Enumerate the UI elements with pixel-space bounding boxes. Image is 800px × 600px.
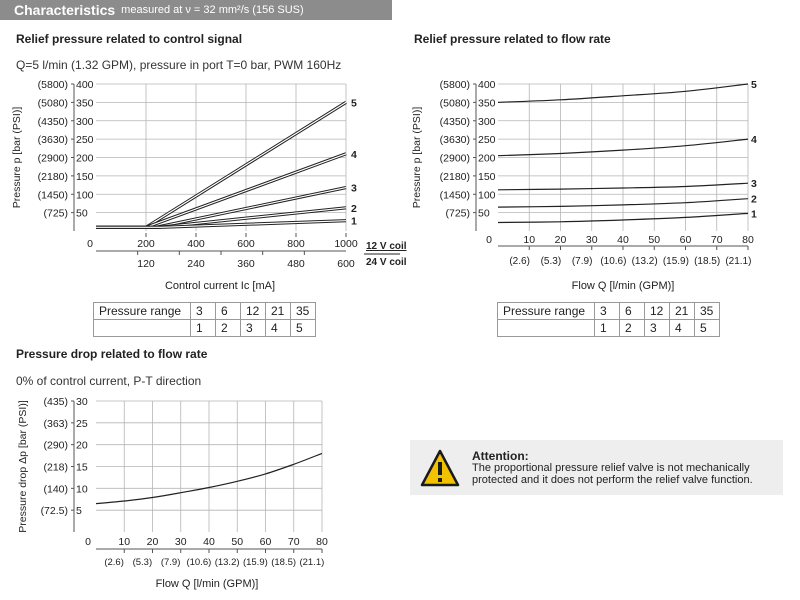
y-tick-label: 20: [76, 439, 88, 452]
y-axis-title: Pressure p [bar (PSI)]: [411, 106, 423, 209]
table-empty-cell: [94, 320, 191, 337]
x-tick-label: 30: [174, 536, 187, 548]
y-tick-psi-label: (2180): [439, 170, 470, 183]
x-tick-label: 50: [648, 234, 661, 246]
x-tick-gpm-label: (2.6): [104, 557, 124, 568]
y-tick-psi-label: (5800): [37, 79, 68, 91]
table-row: [94, 303, 316, 320]
x-tick-label: 20: [146, 536, 159, 548]
x-axis-title: Flow Q [l/min (GPM)]: [155, 578, 259, 590]
attention-line-1: The proportional pressure relief valve is not mechanically: [472, 461, 750, 474]
y-tick-psi-label: (725): [43, 207, 68, 220]
table-cell: 5: [291, 320, 316, 337]
y-tick-label: 400: [478, 79, 496, 91]
x-tick-label-12v: 1000: [334, 238, 358, 250]
x-axis-title: Control current Ic [mA]: [164, 280, 276, 292]
x-tick-label-24v: 240: [187, 258, 205, 270]
y-tick-label: 50: [76, 207, 88, 220]
x-tick-label: 60: [259, 536, 272, 548]
x-axis-title: Flow Q [l/min (GPM)]: [571, 280, 675, 292]
y-tick-psi-label: (5080): [439, 97, 470, 110]
x-tick-label-12v: 800: [287, 238, 305, 250]
x-tick-gpm-label: (21.1): [725, 256, 752, 267]
series-label: 1: [351, 215, 357, 228]
left-section-title: Relief pressure related to control signal: [16, 32, 243, 46]
x-tick-label: 80: [742, 234, 754, 246]
x-tick-gpm-label: (13.2): [631, 256, 658, 267]
x-tick-label: 10: [523, 234, 536, 246]
x-tick-gpm-label: (10.6): [600, 256, 627, 267]
x-tick-label: 60: [679, 234, 692, 246]
attention-line-2: protected and it does not perform the relief valve function.: [472, 473, 753, 486]
y-tick-label: 350: [76, 97, 94, 110]
x-tick-label: 30: [585, 234, 598, 246]
pressure-range-table-left: [93, 302, 316, 337]
table-cell: 3: [241, 320, 266, 337]
header-bar: [0, 0, 392, 20]
x-tick-gpm-label: (15.9): [662, 256, 689, 267]
x-tick-label-24v: 120: [137, 258, 155, 270]
y-tick-psi-label: (725): [445, 207, 470, 220]
table-cell: 6: [620, 303, 645, 320]
x-tick-label-24v: 480: [287, 258, 305, 270]
y-tick-psi-label: (290): [43, 439, 68, 452]
x-origin-label: 0: [87, 238, 93, 250]
y-tick-label: 200: [478, 152, 496, 165]
x-tick-gpm-label: (7.9): [571, 256, 593, 267]
y-tick-label: 50: [478, 207, 490, 220]
bottom-section-subtitle: 0% of control current, P-T direction: [16, 374, 202, 388]
y-tick-psi-label: (1450): [37, 189, 68, 202]
table-cell: 1: [191, 320, 216, 337]
y-tick-psi-label: (2900): [439, 152, 470, 165]
table-label: Pressure range: [94, 303, 191, 320]
coil-label-12v: 12 V coil: [366, 241, 407, 252]
y-tick-psi-label: (2900): [37, 152, 68, 165]
table-cell: 4: [670, 320, 695, 337]
x-tick-label-12v: 200: [137, 238, 155, 250]
x-tick-gpm-label: (5.3): [132, 557, 153, 568]
y-tick-label: 15: [76, 461, 88, 474]
x-tick-label: 40: [203, 536, 215, 548]
pressure-range-table-right: [497, 302, 720, 337]
x-tick-label: 20: [554, 234, 567, 246]
y-tick-psi-label: (72.5): [40, 505, 68, 518]
table-cell: 4: [266, 320, 291, 337]
y-tick-psi-label: (435): [43, 396, 68, 408]
header-title: Characteristics: [14, 2, 116, 18]
chart-flow-rate: [400, 78, 800, 296]
table-cell: 1: [595, 320, 620, 337]
x-tick-gpm-label: (18.5): [271, 557, 297, 568]
table-cell: 6: [216, 303, 241, 320]
x-tick-label: 40: [617, 234, 629, 246]
attention-text: [472, 450, 753, 486]
left-section-subtitle: Q=5 l/min (1.32 GPM), pressure in port T=0 bar, PWM 160Hz: [16, 58, 342, 72]
y-tick-psi-label: (218): [43, 461, 68, 474]
table-row: [498, 320, 720, 337]
x-origin-label: 0: [486, 234, 492, 246]
x-tick-label: 70: [287, 536, 300, 548]
attention-box: [410, 440, 783, 495]
x-tick-label: 50: [231, 536, 244, 548]
y-tick-psi-label: (3630): [37, 134, 68, 147]
x-tick-gpm-label: (2.6): [509, 256, 530, 267]
table-cell: 5: [695, 320, 720, 337]
series-line-inner-4: [96, 154, 346, 228]
table-label: Pressure range: [498, 303, 595, 320]
series-line-4: [96, 154, 346, 228]
series-label: 5: [751, 79, 757, 91]
y-tick-label: 250: [76, 134, 94, 147]
bottom-section-title: Pressure drop related to flow rate: [16, 347, 208, 361]
warning-triangle-icon: [420, 448, 460, 488]
series-label: 1: [751, 208, 757, 221]
y-tick-label: 150: [478, 170, 496, 183]
y-tick-psi-label: (363): [43, 417, 68, 430]
y-tick-label: 400: [76, 79, 94, 91]
y-tick-label: 25: [76, 417, 88, 430]
x-origin-label: 0: [85, 536, 91, 548]
x-tick-gpm-label: (18.5): [694, 256, 721, 267]
y-tick-psi-label: (4350): [37, 115, 68, 128]
x-tick-gpm-label: (5.3): [540, 256, 562, 267]
y-tick-label: 150: [76, 170, 94, 183]
series-label: 3: [751, 178, 757, 191]
table-row: [94, 320, 316, 337]
table-empty-cell: [498, 320, 595, 337]
table-cell: 12: [241, 303, 266, 320]
chart-control-signal: [0, 78, 407, 296]
x-tick-gpm-label: (7.9): [160, 557, 181, 568]
y-tick-label: 5: [76, 505, 82, 518]
x-tick-gpm-label: (15.9): [242, 557, 268, 568]
y-tick-label: 300: [76, 115, 94, 128]
table-cell: 3: [595, 303, 620, 320]
y-tick-label: 10: [76, 483, 88, 496]
y-tick-label: 100: [76, 189, 94, 202]
table-cell: 2: [620, 320, 645, 337]
x-tick-label: 80: [316, 536, 328, 548]
y-tick-label: 200: [76, 152, 94, 165]
x-tick-label-12v: 400: [187, 238, 205, 250]
header-subtitle: measured at ν = 32 mm²/s (156 SUS): [121, 4, 304, 16]
series-label: 4: [751, 134, 757, 147]
table-cell: 3: [645, 320, 670, 337]
series-label: 3: [351, 182, 357, 195]
x-tick-label-24v: 600: [337, 258, 355, 270]
y-tick-psi-label: (1450): [439, 189, 470, 202]
table-cell: 3: [191, 303, 216, 320]
series-label: 2: [751, 193, 757, 206]
y-axis-title: Pressure p [bar (PSI)]: [11, 106, 23, 209]
table-cell: 12: [645, 303, 670, 320]
x-tick-gpm-label: (13.2): [214, 557, 240, 568]
x-tick-gpm-label: (10.6): [186, 557, 212, 568]
x-tick-label-12v: 600: [237, 238, 255, 250]
y-tick-psi-label: (4350): [439, 115, 470, 128]
series-label: 4: [351, 148, 357, 161]
x-tick-gpm-label: (21.1): [299, 557, 325, 568]
table-cell: 35: [291, 303, 316, 320]
table-cell: 2: [216, 320, 241, 337]
y-tick-psi-label: (5080): [37, 97, 68, 110]
y-tick-psi-label: (2180): [37, 170, 68, 183]
series-label: 2: [351, 202, 357, 215]
y-tick-label: 100: [478, 189, 496, 202]
x-tick-label: 70: [710, 234, 723, 246]
y-axis-title: Pressure drop Δp [bar (PSI)]: [17, 400, 29, 533]
y-tick-label: 250: [478, 134, 496, 147]
series-label: 5: [351, 97, 357, 110]
y-tick-psi-label: (5800): [439, 79, 470, 91]
attention-title: Attention:: [472, 448, 529, 463]
y-tick-label: 30: [76, 396, 88, 408]
table-cell: 21: [670, 303, 695, 320]
table-cell: 35: [695, 303, 720, 320]
table-cell: 21: [266, 303, 291, 320]
table-row: [498, 303, 720, 320]
coil-label-24v: 24 V coil: [366, 257, 407, 268]
y-tick-label: 300: [478, 115, 496, 128]
y-tick-psi-label: (140): [43, 483, 68, 496]
y-tick-label: 350: [478, 97, 496, 110]
x-tick-label: 10: [118, 536, 131, 548]
right-section-title: Relief pressure related to flow rate: [414, 32, 611, 46]
chart-pressure-drop: [0, 392, 400, 600]
x-tick-label-24v: 360: [237, 258, 255, 270]
y-tick-psi-label: (3630): [439, 134, 470, 147]
